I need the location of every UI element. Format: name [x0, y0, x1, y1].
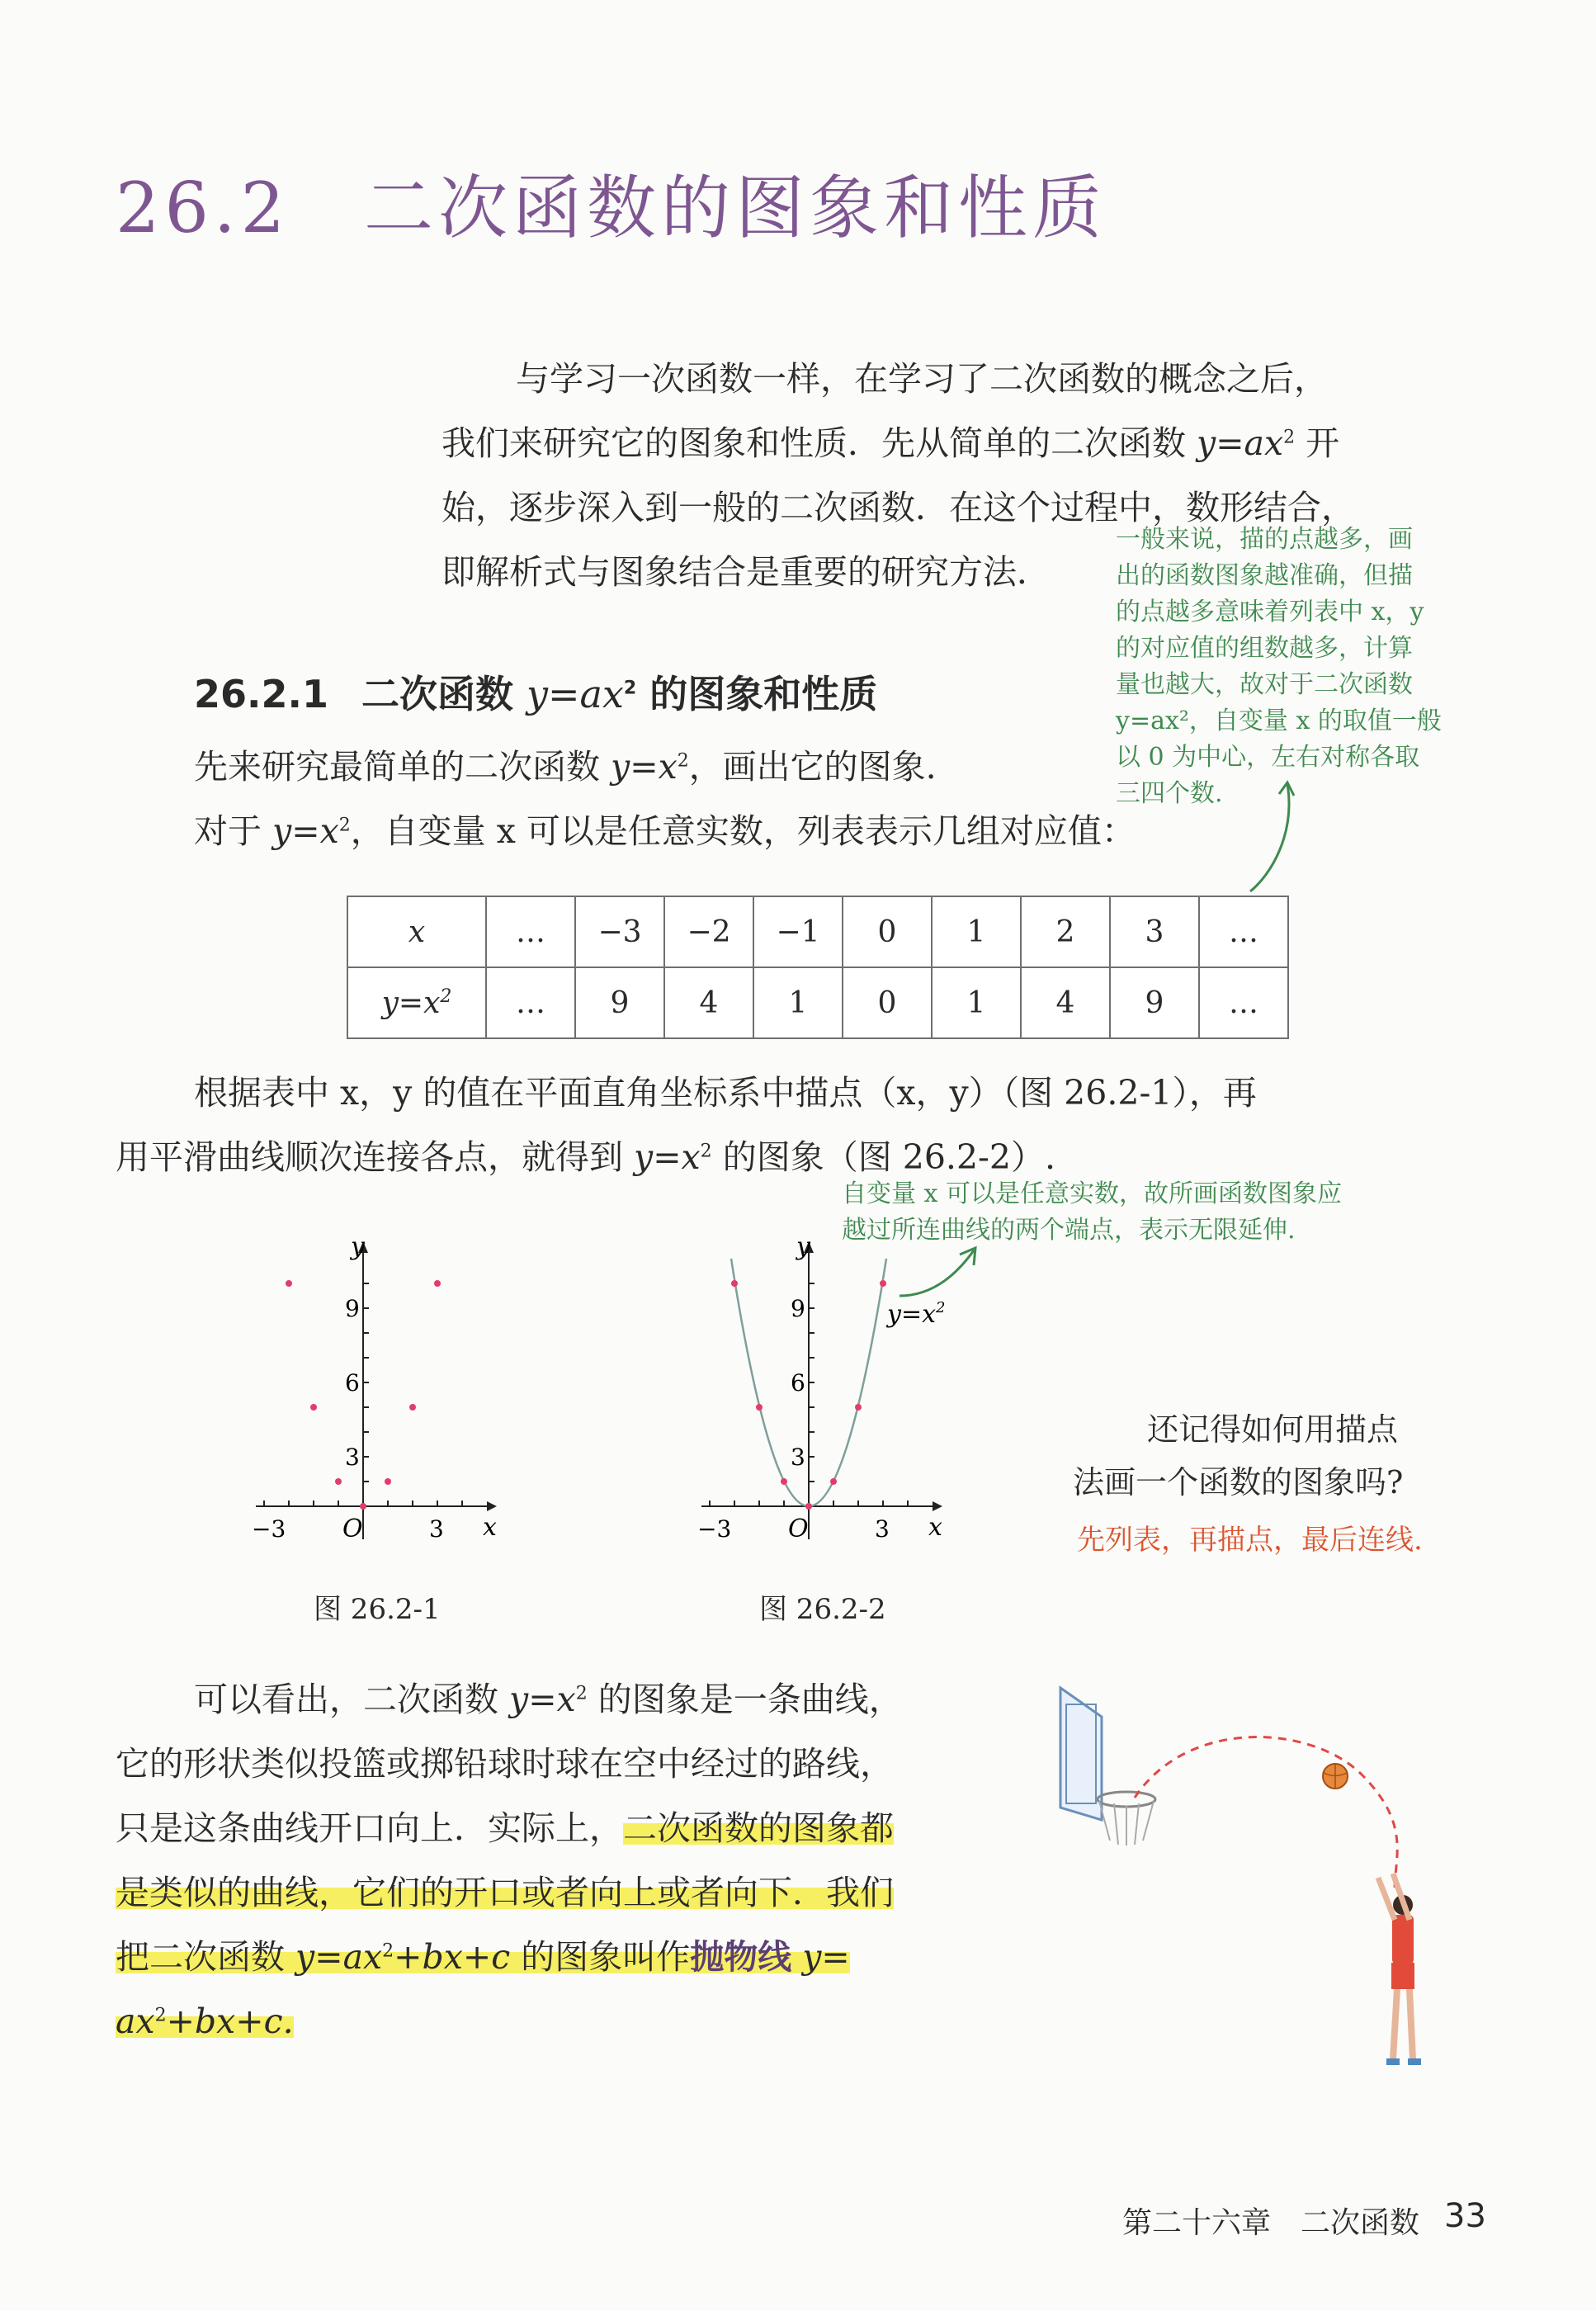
body1-line-2: 对于 $y=x^2$，自变量 x 可以是任意实数，列表表示几组对应值： — [194, 811, 1136, 851]
note-arrow — [1238, 776, 1304, 900]
y-axis-label: y — [796, 1232, 810, 1261]
basketball-illustration — [1048, 1675, 1477, 2105]
highlighted-text: 二次函数的图象都 — [623, 1808, 894, 1848]
tick-label: 9 — [345, 1295, 360, 1322]
tick-label: 3 — [345, 1444, 360, 1471]
chapter-title — [116, 153, 1107, 253]
figure-caption: 图 26.2-2 — [759, 1593, 886, 1626]
tick-label: 3 — [791, 1444, 805, 1471]
body2-line-2: 用平滑曲线顺次连接各点，就得到 $y=x^2$ 的图象（图 26.2-2）. — [116, 1137, 1055, 1177]
review-question-line-1: 还记得如何用描点 — [1147, 1411, 1399, 1448]
figure-caption: 图 26.2-1 — [314, 1593, 441, 1626]
review-answer: 先列表，再描点，最后连线. — [1077, 1524, 1423, 1557]
x-axis-label: x — [483, 1513, 497, 1542]
tick-label: −3 — [697, 1515, 732, 1543]
subsection-title: 26.2.1 二次函数 $y=ax^2$ 的图象和性质 — [194, 672, 878, 716]
body2-line-1: 根据表中 x，y 的值在平面直角坐标系中描点（x，y）（图 26.2-1），再 — [194, 1073, 1257, 1113]
tick-label: 9 — [791, 1295, 805, 1322]
intro-line-2: 我们来研究它的图象和性质．先从简单的二次函数 $y=ax^2$ 开 — [441, 423, 1340, 463]
curve-label: $y=x^2$ — [887, 1299, 946, 1329]
body3-line-3: 只是这条曲线开口向上．实际上，二次函数的图象都 — [116, 1808, 894, 1848]
intro-line-4: 即解析式与图象结合是重要的研究方法． — [441, 552, 1051, 592]
body3-line-6: $ax^2+bx+c$. — [116, 2001, 294, 2041]
graph-note: 自变量 x 可以是任意实数，故所画函数图象应 越过所连曲线的两个端点，表示无限延伸. — [842, 1179, 1342, 1245]
body3-line-1: 可以看出，二次函数 $y=x^2$ 的图象是一条曲线， — [194, 1680, 903, 1719]
math-expr: y=ax — [1197, 423, 1284, 463]
highlighted-text: 是类似的曲线，它们的开口或者向上或者向下．我们 — [116, 1873, 894, 1912]
table-row: x … −3 −2 −1 0 1 2 3 … — [347, 896, 1288, 967]
tick-label: 6 — [791, 1369, 805, 1397]
body3-line-4 — [116, 1860, 894, 1925]
section-heading: 二次函数的图象和性质 — [364, 168, 1107, 248]
term-parabola: 抛物线 — [690, 1937, 792, 1977]
origin-label: O — [788, 1515, 809, 1543]
tick-label: 3 — [875, 1515, 890, 1543]
tick-label: 6 — [345, 1369, 360, 1397]
page-number: 33 — [1444, 2197, 1486, 2235]
body1-line-1: 先来研究最简单的二次函数 $y=x^2$，画出它的图象. — [194, 747, 937, 787]
side-note: 一般来说，描的点越多，画 出的函数图象越准确，但描 的点越多意味着列表中 x，y 的对应值的组数越多，计算 量也越大，故对于二次函数 y=ax²，自变量 x 的取值一般 以 0 为中心，左右对称各取 三四个数. — [1116, 525, 1442, 808]
figure-26-2-2 — [685, 1230, 957, 1552]
section-number: 26.2 — [116, 168, 290, 248]
figure-26-2-1 — [239, 1230, 512, 1552]
x-axis-label: x — [928, 1513, 942, 1542]
tick-label: −3 — [252, 1515, 286, 1543]
review-question-line-2: 法画一个函数的图象吗? — [1073, 1464, 1404, 1500]
y-axis-label: y — [351, 1232, 365, 1261]
body3-line-2: 它的形状类似投篮或掷铅球时球在空中经过的路线， — [116, 1744, 894, 1784]
intro-line-3: 始，逐步深入到一般的二次函数．在这个过程中，数形结合， — [441, 488, 1355, 527]
origin-label: O — [342, 1515, 363, 1543]
footer-chapter: 第二十六章 二次函数 — [1122, 2206, 1420, 2240]
tick-label: 3 — [429, 1515, 444, 1543]
table-row: $y=x^2$ … 9 4 1 0 1 4 9 … — [347, 967, 1288, 1038]
value-table — [347, 896, 1289, 1039]
body3-line-5: 把二次函数 $y=ax^2+bx+c$ 的图象叫作抛物线 y= — [116, 1937, 850, 1977]
intro-line-1: 与学习一次函数一样，在学习了二次函数的概念之后， — [516, 359, 1328, 399]
